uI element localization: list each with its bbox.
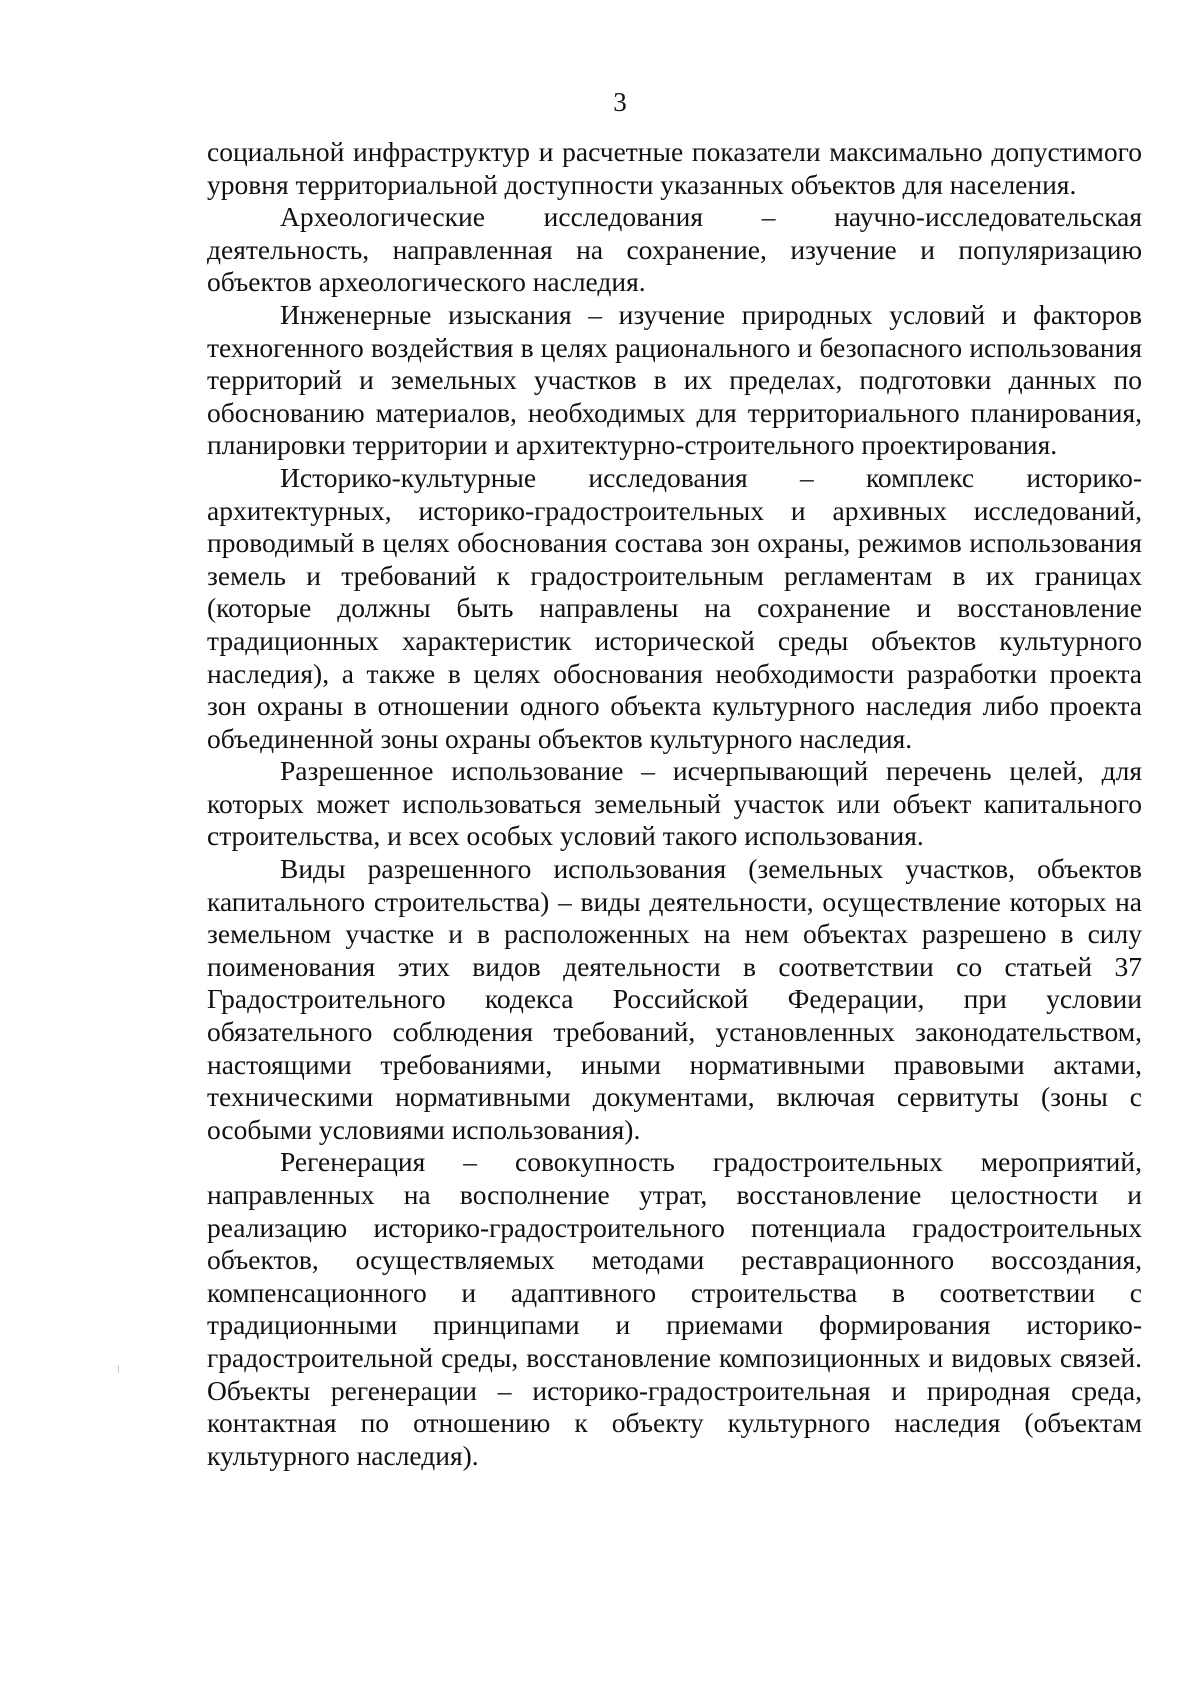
page-number: 3 — [613, 87, 627, 117]
paragraph-archaeological-research: Археологические исследования – научно-исследовательская деятельность, направленная на сохранение, изучение и популяризацию объектов археологического наследия. — [207, 201, 1142, 298]
paragraph-types-of-permitted-use: Виды разрешенного использования (земельных участков, объектов капитального строительства) – виды деятельности, осуществление которых на земельном участке и в расположенных на нем объектах разрешено в силу поименования этих видов деятельности в соответствии со статьей 37 Градостроительного кодекса Российской Федерации, при условии обязательного соблюдения требований, установленных законодательством, настоящими требованиями, иными нормативными правовыми актами, техническими нормативными документами, включая сервитуты (зоны с особыми условиями использования). — [207, 853, 1142, 1145]
paragraph-continuation: социальной инфраструктур и расчетные показатели максимально допустимого уровня территориальной доступности указанных объектов для населения. — [207, 136, 1142, 200]
paragraph-regeneration: Регенерация – совокупность градостроительных мероприятий, направленных на восполнение утрат, восстановление целостности и реализацию историко-градостроительного потенциала градостроительных объектов, осуществляемых методами реставрационного воссоздания, компенсационного и адаптивного строительства в соответствии с традиционными принципами и приемами формирования историко-градостроительной среды, восстановление композиционных и видовых связей. Объекты регенерации – историко-градостроительная и природная среда, контактная по отношению к объекту культурного наследия (объектам культурного наследия). — [207, 1146, 1142, 1471]
scan-margin-mark — [118, 1365, 119, 1373]
document-body — [207, 136, 1142, 1472]
paragraph-permitted-use: Разрешенное использование – исчерпывающий перечень целей, для которых может использоваться земельный участок или объект капитального строительства, и всех особых условий такого использования. — [207, 755, 1142, 852]
paragraph-historical-cultural-research: Историко-культурные исследования – комплекс историко-архитектурных, историко-градостроительных и архивных исследований, проводимый в целях обоснования состава зон охраны, режимов использования земель и требований к градостроительным регламентам в их границах (которые должны быть направлены на сохранение и восстановление традиционных характеристик исторической среды объектов культурного наследия), а также в целях обоснования необходимости разработки проекта зон охраны в отношении одного объекта культурного наследия либо проекта объединенной зоны охраны объектов культурного наследия. — [207, 461, 1142, 754]
paragraph-engineering-surveys: Инженерные изыскания – изучение природных условий и факторов техногенного воздействия в целях рационального и безопасного использования территорий и земельных участков в их пределах, подготовки данных по обоснованию материалов, необходимых для территориального планирования, планировки территории и архитектурно-строительного проектирования. — [207, 298, 1142, 461]
